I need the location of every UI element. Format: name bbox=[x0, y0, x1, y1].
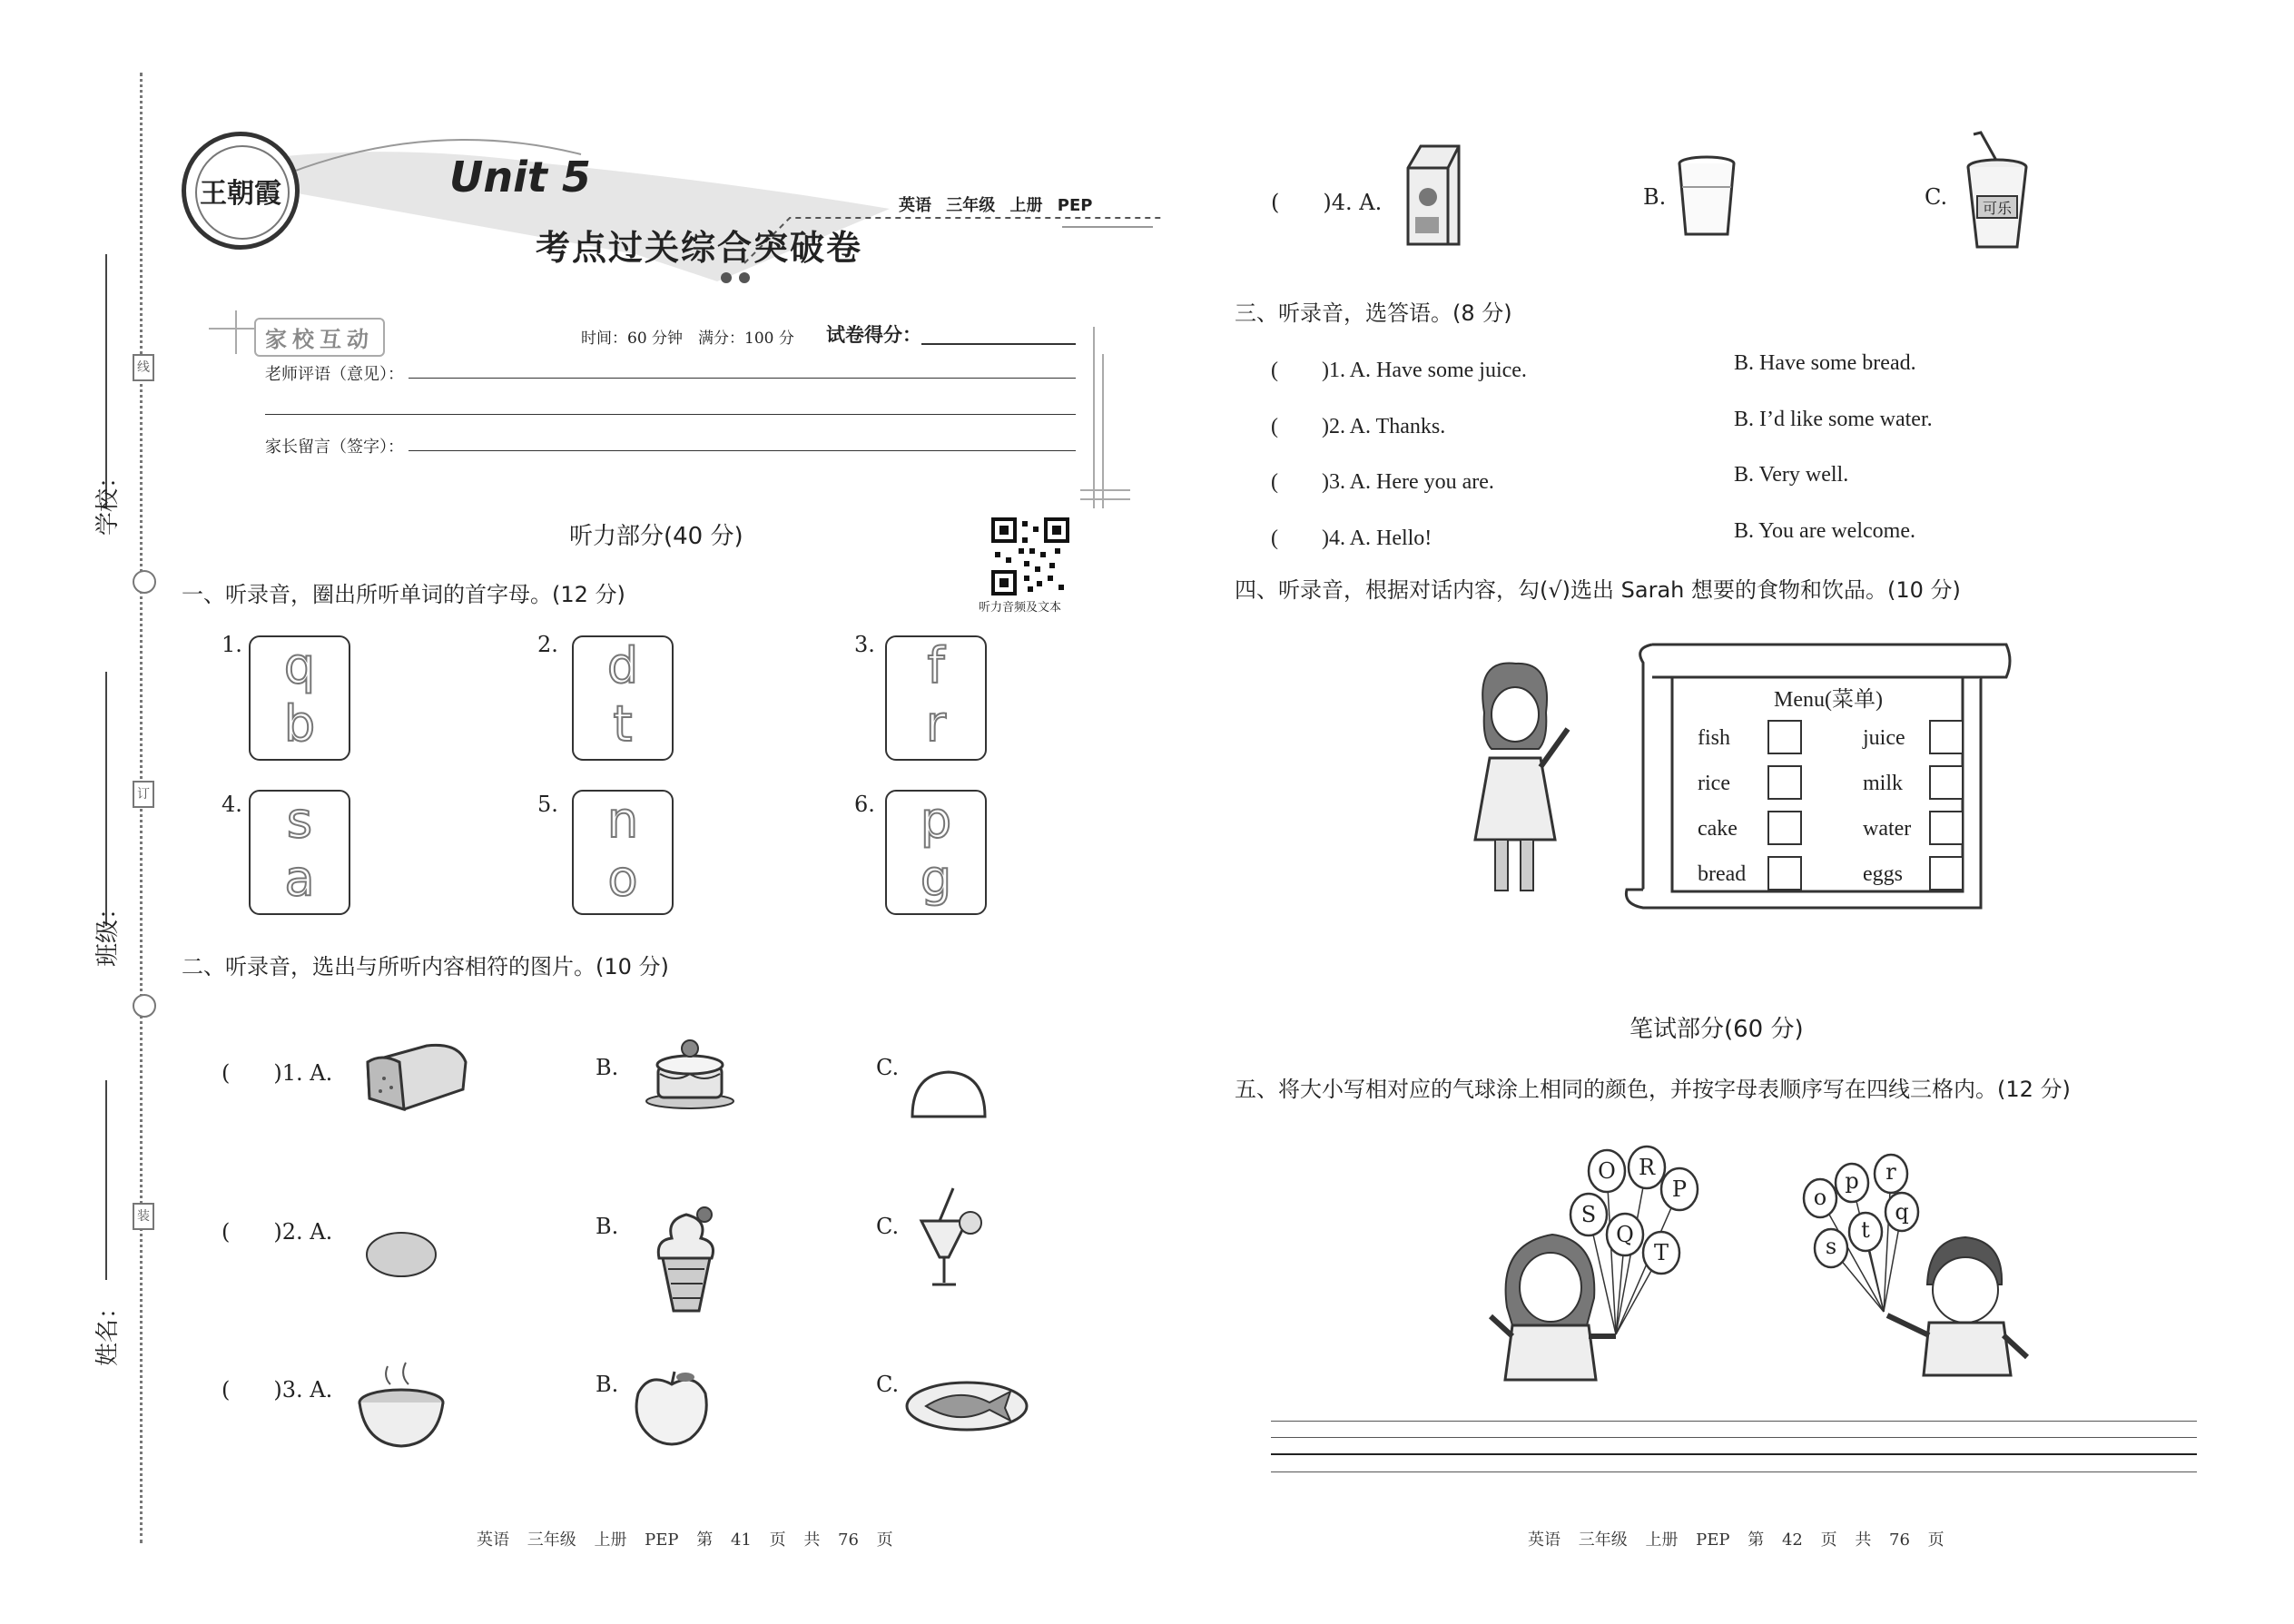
menu-checkbox-eggs[interactable] bbox=[1929, 856, 1964, 891]
s2-q1-label: ( )1. A. bbox=[222, 1060, 333, 1086]
info-frame-lines bbox=[209, 300, 1135, 517]
s3-row3-b: B. Very well. bbox=[1734, 463, 1849, 487]
s2-q2-label: ( )2. A. bbox=[222, 1219, 333, 1245]
writing-line-4[interactable] bbox=[1271, 1471, 2197, 1472]
menu-item-juice: juice bbox=[1863, 726, 1905, 750]
letter-top: d bbox=[606, 637, 639, 694]
boy-with-balloons-icon bbox=[1793, 1130, 2092, 1384]
balloon-upper-o: O bbox=[1598, 1158, 1616, 1184]
letter-box-4[interactable] bbox=[249, 790, 350, 915]
footer-right-page: 英语 三年级 上册 PEP 第 42 页 共 76 页 bbox=[1528, 1530, 1944, 1550]
s1-num-5: 5. bbox=[537, 792, 558, 817]
qr-code-icon[interactable] bbox=[991, 517, 1069, 595]
s3-row4-b: B. You are welcome. bbox=[1734, 519, 1915, 543]
sarah-girl-icon bbox=[1448, 658, 1584, 903]
s2-q4-b: B. bbox=[1643, 184, 1667, 210]
binding-char-zhuang: 装 bbox=[133, 1203, 154, 1230]
letter-box-6[interactable] bbox=[885, 790, 987, 915]
ice-cream-icon[interactable] bbox=[646, 1196, 724, 1314]
letter-bottom: a bbox=[284, 850, 315, 907]
s3-title: 三、听录音，选答语。(8 分) bbox=[1235, 300, 1512, 326]
footer-left-page: 英语 三年级 上册 PEP 第 41 页 共 76 页 bbox=[477, 1530, 893, 1550]
letter-bottom: t bbox=[613, 695, 633, 753]
cola-label: 可乐 bbox=[1982, 200, 2013, 217]
menu-checkbox-water[interactable] bbox=[1929, 811, 1964, 845]
noodle-bowl-icon[interactable] bbox=[356, 1357, 447, 1452]
s2-q3-b: B. bbox=[596, 1372, 619, 1397]
balloon-lower-s: s bbox=[1825, 1234, 1837, 1259]
menu-item-milk: milk bbox=[1863, 772, 1904, 795]
letter-bottom: b bbox=[283, 695, 316, 753]
letter-top: p bbox=[920, 792, 952, 849]
balloon-upper-t: T bbox=[1653, 1240, 1669, 1265]
brand-logo bbox=[182, 132, 300, 250]
writing-line-2[interactable] bbox=[1271, 1437, 2197, 1438]
letter-bottom: r bbox=[925, 695, 947, 753]
score-label: 试卷得分： bbox=[826, 324, 921, 346]
menu-checkbox-milk[interactable] bbox=[1929, 765, 1964, 800]
balloon-lower-p: p bbox=[1845, 1168, 1859, 1194]
class-write-line bbox=[105, 672, 107, 926]
binding-dotted-line bbox=[140, 73, 143, 1543]
letter-top: f bbox=[927, 637, 945, 694]
s1-num-6: 6. bbox=[854, 792, 875, 817]
menu-checkbox-rice[interactable] bbox=[1767, 765, 1802, 800]
fish-dish-icon[interactable] bbox=[903, 1375, 1030, 1434]
s3-row3-a: ( )3. A. Here you are. bbox=[1271, 470, 1494, 494]
written-section-title: 笔试部分(60 分) bbox=[1629, 1016, 1804, 1043]
menu-item-water: water bbox=[1863, 817, 1912, 841]
home-school-badge: 家校互动 bbox=[254, 318, 385, 357]
menu-checkbox-fish[interactable] bbox=[1767, 720, 1802, 754]
menu-title: Menu(菜单) bbox=[1774, 688, 1883, 712]
juice-drink-icon[interactable] bbox=[912, 1185, 989, 1294]
s3-row4-a: ( )4. A. Hello! bbox=[1271, 527, 1433, 550]
s5-title: 五、将大小写相对应的气球涂上相同的颜色，并按字母表顺序写在四线三格内。(12 分) bbox=[1235, 1077, 2071, 1102]
letter-box-2[interactable] bbox=[572, 635, 674, 761]
class-label: 班级： bbox=[94, 895, 122, 967]
balloon-lower-r: r bbox=[1885, 1159, 1896, 1185]
s1-num-3: 3. bbox=[854, 632, 875, 657]
balloon-lower-o: o bbox=[1813, 1185, 1827, 1210]
letter-bottom: g bbox=[920, 850, 952, 907]
s2-q3-c: C. bbox=[876, 1372, 900, 1397]
s2-q3-label: ( )3. A. bbox=[222, 1377, 333, 1403]
letter-top: n bbox=[606, 792, 639, 849]
qr-caption: 听力音频及文本 bbox=[979, 601, 1062, 615]
name-write-line bbox=[105, 1080, 107, 1280]
s2-q4-label: ( )4. A. bbox=[1271, 190, 1383, 215]
potato-icon[interactable] bbox=[363, 1230, 440, 1280]
s3-row1-a: ( )1. A. Have some juice. bbox=[1271, 359, 1527, 382]
cola-cup-icon[interactable] bbox=[1961, 127, 2033, 254]
s2-title: 二、听录音，选出与所听内容相符的图片。(10 分) bbox=[182, 954, 669, 979]
s4-title: 四、听录音，根据对话内容，勾(√)选出 Sarah 想要的食物和饮品。(10 分) bbox=[1235, 577, 1961, 603]
balloon-upper-r: R bbox=[1638, 1155, 1656, 1180]
menu-item-bread: bread bbox=[1698, 862, 1747, 886]
glass-of-water-icon[interactable] bbox=[1675, 154, 1738, 241]
menu-checkbox-cake[interactable] bbox=[1767, 811, 1802, 845]
writing-line-3[interactable] bbox=[1271, 1453, 2197, 1455]
bread-icon[interactable] bbox=[359, 1035, 472, 1117]
s1-num-1: 1. bbox=[222, 632, 242, 657]
menu-item-eggs: eggs bbox=[1863, 862, 1903, 886]
balloon-upper-p: P bbox=[1671, 1176, 1688, 1202]
balloon-lower-t: t bbox=[1861, 1217, 1870, 1243]
binding-char-ding: 订 bbox=[133, 781, 154, 808]
menu-checkbox-juice[interactable] bbox=[1929, 720, 1964, 754]
menu-item-rice: rice bbox=[1698, 772, 1730, 795]
letter-bottom: o bbox=[607, 850, 638, 907]
egg-icon[interactable] bbox=[908, 1067, 989, 1121]
letter-top: q bbox=[283, 637, 316, 694]
letter-box-1[interactable] bbox=[249, 635, 350, 761]
s1-num-2: 2. bbox=[537, 632, 558, 657]
balloon-upper-q: Q bbox=[1616, 1222, 1634, 1247]
unit-title: Unit 5 bbox=[449, 153, 591, 202]
binding-hole bbox=[133, 570, 156, 594]
milk-carton-icon[interactable] bbox=[1403, 141, 1466, 250]
cake-icon[interactable] bbox=[640, 1030, 740, 1112]
s1-num-4: 4. bbox=[222, 792, 242, 817]
name-label: 姓名： bbox=[94, 1294, 122, 1366]
s3-row1-b: B. Have some bread. bbox=[1734, 351, 1916, 375]
menu-item-cake: cake bbox=[1698, 817, 1738, 841]
s2-q2-c: C. bbox=[876, 1214, 900, 1239]
binding-char-xian: 线 bbox=[133, 354, 154, 381]
s3-row2-a: ( )2. A. Thanks. bbox=[1271, 415, 1446, 438]
letter-box-5[interactable] bbox=[572, 790, 674, 915]
s1-title: 一、听录音，圈出所听单词的首字母。(12 分) bbox=[182, 582, 625, 607]
listening-section-title: 听力部分(40 分) bbox=[569, 523, 743, 550]
balloon-upper-s: S bbox=[1580, 1202, 1597, 1227]
time-score-text: 时间：60 分钟 满分：100 分 bbox=[581, 330, 794, 348]
s2-q1-c: C. bbox=[876, 1055, 900, 1080]
letter-box-3[interactable] bbox=[885, 635, 987, 761]
course-tag: 英语 三年级 上册 PEP bbox=[899, 196, 1093, 215]
menu-checkbox-bread[interactable] bbox=[1767, 856, 1802, 891]
teacher-comment-label: 老师评语（意见）： bbox=[265, 365, 404, 384]
writing-line-1[interactable] bbox=[1271, 1421, 2197, 1422]
paper-subtitle: 考点过关综合突破卷 bbox=[536, 227, 863, 268]
menu-item-fish: fish bbox=[1698, 726, 1730, 750]
brand-logo-text: 王朝霞 bbox=[200, 179, 281, 209]
school-label: 学校： bbox=[94, 464, 122, 536]
apple-icon[interactable] bbox=[631, 1366, 713, 1448]
parent-comment-label: 家长留言（签字）： bbox=[265, 438, 404, 457]
binding-hole bbox=[133, 994, 156, 1018]
balloon-lower-q: q bbox=[1895, 1199, 1909, 1225]
s2-q1-b: B. bbox=[596, 1055, 619, 1080]
s3-row2-b: B. I’d like some water. bbox=[1734, 408, 1933, 431]
s2-q2-b: B. bbox=[596, 1214, 619, 1239]
s2-q4-c: C. bbox=[1925, 184, 1948, 210]
letter-top: s bbox=[286, 792, 313, 849]
